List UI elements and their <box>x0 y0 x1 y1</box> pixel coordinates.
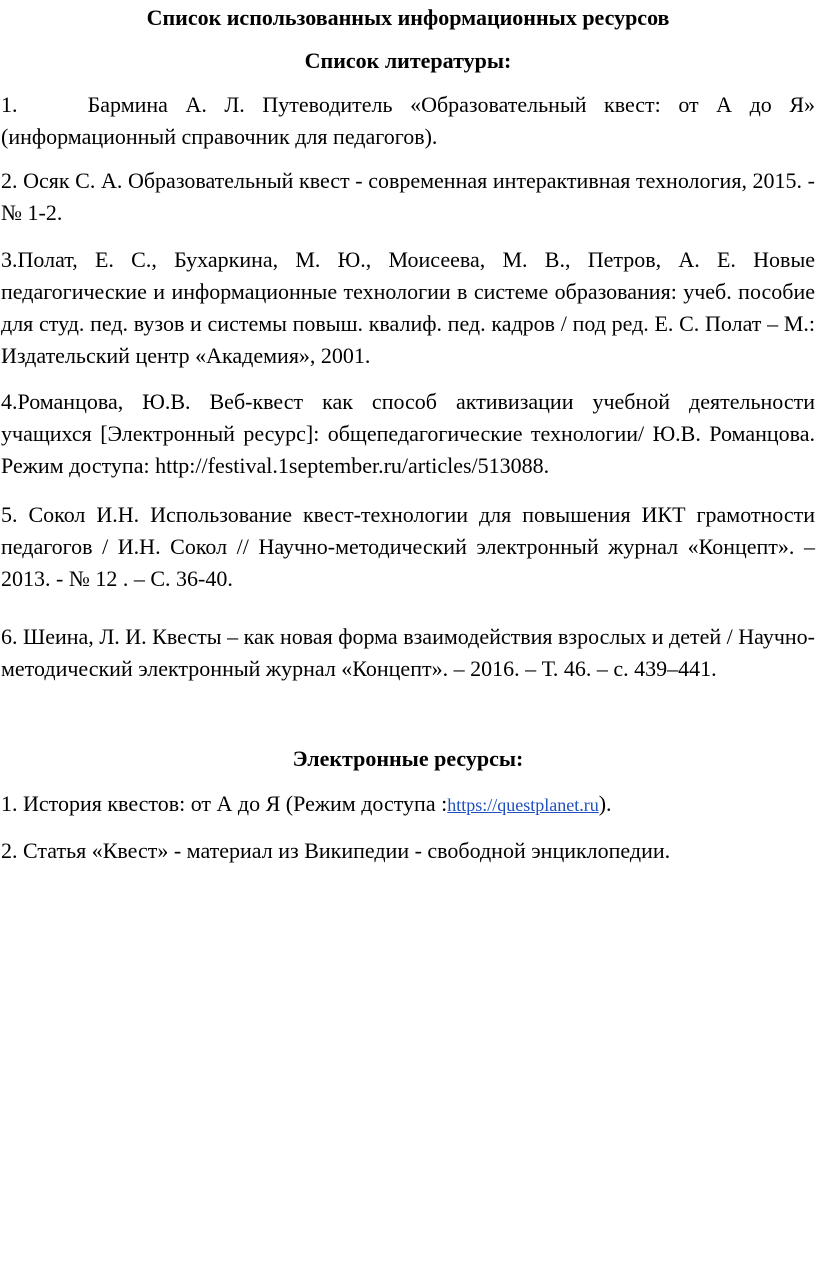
literature-item-2: 2. Осяк С. А. Образовательный квест - современная интерактивная технология, 2015. - № 1-2. <box>1 168 815 225</box>
literature-item-4: 4.Романцова, Ю.В. Веб-квест как способ активизации учебной деятельности учащихся [Электронный ресурс]: общепедагогические технологии/ Ю.В. Романцова. Режим доступа: http://festival.1september.ru/articles/513088. <box>1 389 815 478</box>
literature-item-3: 3.Полат, Е. С., Бухаркина, М. Ю., Моисеева, М. В., Петров, А. Е. Новые педагогические и информационные технологии в системе образования: учеб. пособие для студ. пед. вузов и системы повыш. квалиф. пед. кадров / под ред. Е. С. Полат – М.: Издательский центр «Академия», 2001. <box>1 247 815 368</box>
literature-item-1 <box>1 89 815 153</box>
main-title: Список использованных информационных ресурсов <box>146 5 670 30</box>
electronic-item-2: 2. Статья «Квест» - материал из Википедии - свободной энциклопедии. <box>1 838 671 863</box>
literature-item-1-text: Бармина А. Л. Путеводитель «Образовательный квест: от А до Я» (информационный справочник для педагогов). <box>1 92 815 149</box>
electronic-heading: Электронные ресурсы: <box>292 746 524 771</box>
questplanet-link[interactable]: https://questplanet.ru <box>447 795 599 815</box>
literature-item-5: 5. Сокол И.Н. Использование квест-технологии для повышения ИКТ грамотности педагогов / И.Н. Сокол // Научно-методический электронный журнал «Концепт». – 2013. - № 12 . – С. 36-40. <box>1 502 815 591</box>
electronic-item-1 <box>1 788 815 821</box>
literature-item-1-number: 1. <box>1 92 18 117</box>
literature-heading: Список литературы: <box>304 48 512 73</box>
electronic-item-1-suffix: ). <box>598 791 612 816</box>
literature-item-6: 6. Шеина, Л. И. Квесты – как новая форма взаимодействия взрослых и детей / Научно-методический электронный журнал «Концепт». – 2016. – Т. 46. – с. 439–441. <box>1 624 815 681</box>
electronic-item-1-text: 1. История квестов: от А до Я (Режим доступа : <box>1 791 448 816</box>
